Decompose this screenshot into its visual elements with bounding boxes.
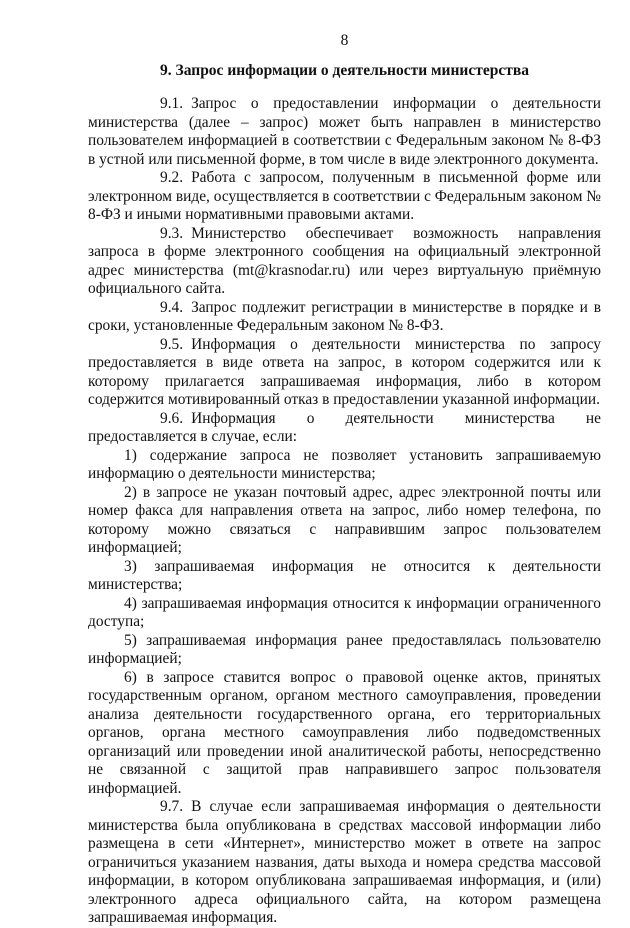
list-item-4 [88, 595, 601, 632]
paragraph-9-3 [88, 225, 601, 299]
paragraph-9-5 [88, 336, 601, 410]
list-item-1 [88, 447, 601, 484]
paragraph-text: 4) запрашиваемая информация относится к информации ограниченного доступа; [88, 594, 601, 630]
paragraph-9-6 [88, 410, 601, 447]
list-item-5 [88, 632, 601, 669]
list-item-6 [88, 669, 601, 799]
paragraph-number: 9.5. [160, 335, 184, 353]
list-item-2 [88, 484, 601, 558]
document-body [88, 95, 601, 928]
paragraph-text: В случае если запрашиваемая информация о деятельности министерства была опубликована в средствах массовой информации либо размещена в сети «Интернет», министерство может в ответе на запрос ограничиться указанием названия, даты выхода и номера средства массовой информации, в котором опубликована запрашиваемая информация, и (или) электронного адреса официального сайта, на котором размещена запрашиваемая информация. [88, 798, 601, 926]
paragraph-text: 5) запрашиваемая информация ранее предоставлялась пользователю информацией; [88, 631, 601, 667]
paragraph-number: 9.1. [160, 95, 184, 112]
paragraph-9-2 [88, 169, 601, 225]
paragraph-text: Запрос о предоставлении информации о деятельности министерства (далее – запрос) может быть направлен в министерство пользователем информацией в соответствии с Федеральным законом № 8-ФЗ в устной или письменной форме, в том числе в виде электронного документа. [88, 95, 601, 168]
paragraph-9-4 [88, 299, 601, 336]
section-title: 9. Запрос информации о деятельности министерства [160, 62, 529, 79]
paragraph-number: 9.4. [160, 298, 184, 316]
paragraph-number: 9.3. [160, 224, 184, 242]
paragraph-9-7 [88, 798, 601, 928]
list-item-3 [88, 558, 601, 595]
paragraph-9-1 [88, 95, 601, 169]
paragraph-text: Информация о деятельности министерства по запросу предоставляется в виде ответа на запрос, в котором содержится или к которому прилагается запрашиваемая информация, либо в котором содержится мотивированный отказ в предоставлении указанной информации. [88, 335, 601, 408]
paragraph-text: Запрос подлежит регистрации в министерстве в порядке и в сроки, установленные Федеральным законом № 8-ФЗ. [88, 298, 601, 334]
paragraph-text: Министерство обеспечивает возможность направления запроса в форме электронного сообщения на официальный электронной адрес министерства (mt@krasnodar.ru) или через виртуальную приёмную официального сайта. [88, 224, 601, 297]
paragraph-number: 9.2. [160, 169, 184, 186]
paragraph-text: 1) содержание запроса не позволяет установить запрашиваемую информацию о деятельности министерства; [88, 446, 601, 482]
paragraph-text: 3) запрашиваемая информация не относится к деятельности министерства; [88, 557, 601, 593]
document-page [88, 0, 601, 926]
paragraph-text: Информация о деятельности министерства не предоставляется в случае, если: [88, 409, 601, 445]
paragraph-number: 9.7. [160, 798, 184, 815]
paragraph-text: Работа с запросом, полученным в письменной форме или электронном виде, осуществляется в соответствии с Федеральным законом № 8-ФЗ и иными нормативными правовыми актами. [88, 169, 601, 223]
paragraph-text: 6) в запросе ставится вопрос о правовой оценке актов, принятых государственным органом, органом местного самоуправления, проведении анализа деятельности государственного органа, его территориальных органов, органа местного самоуправления либо подведомственных организаций или проведении иной аналитической работы, непосредственно не связанной с защитой прав направившего запрос пользователя информацией. [88, 668, 601, 797]
paragraph-number: 9.6. [160, 409, 184, 427]
page-number: 8 [340, 32, 349, 49]
paragraph-text: 2) в запросе не указан почтовый адрес, адрес электронной почты или номер факса для направления ответа на запрос, либо номер телефона, по которому можно связаться с направившим запрос пользователем информацией; [88, 483, 601, 556]
